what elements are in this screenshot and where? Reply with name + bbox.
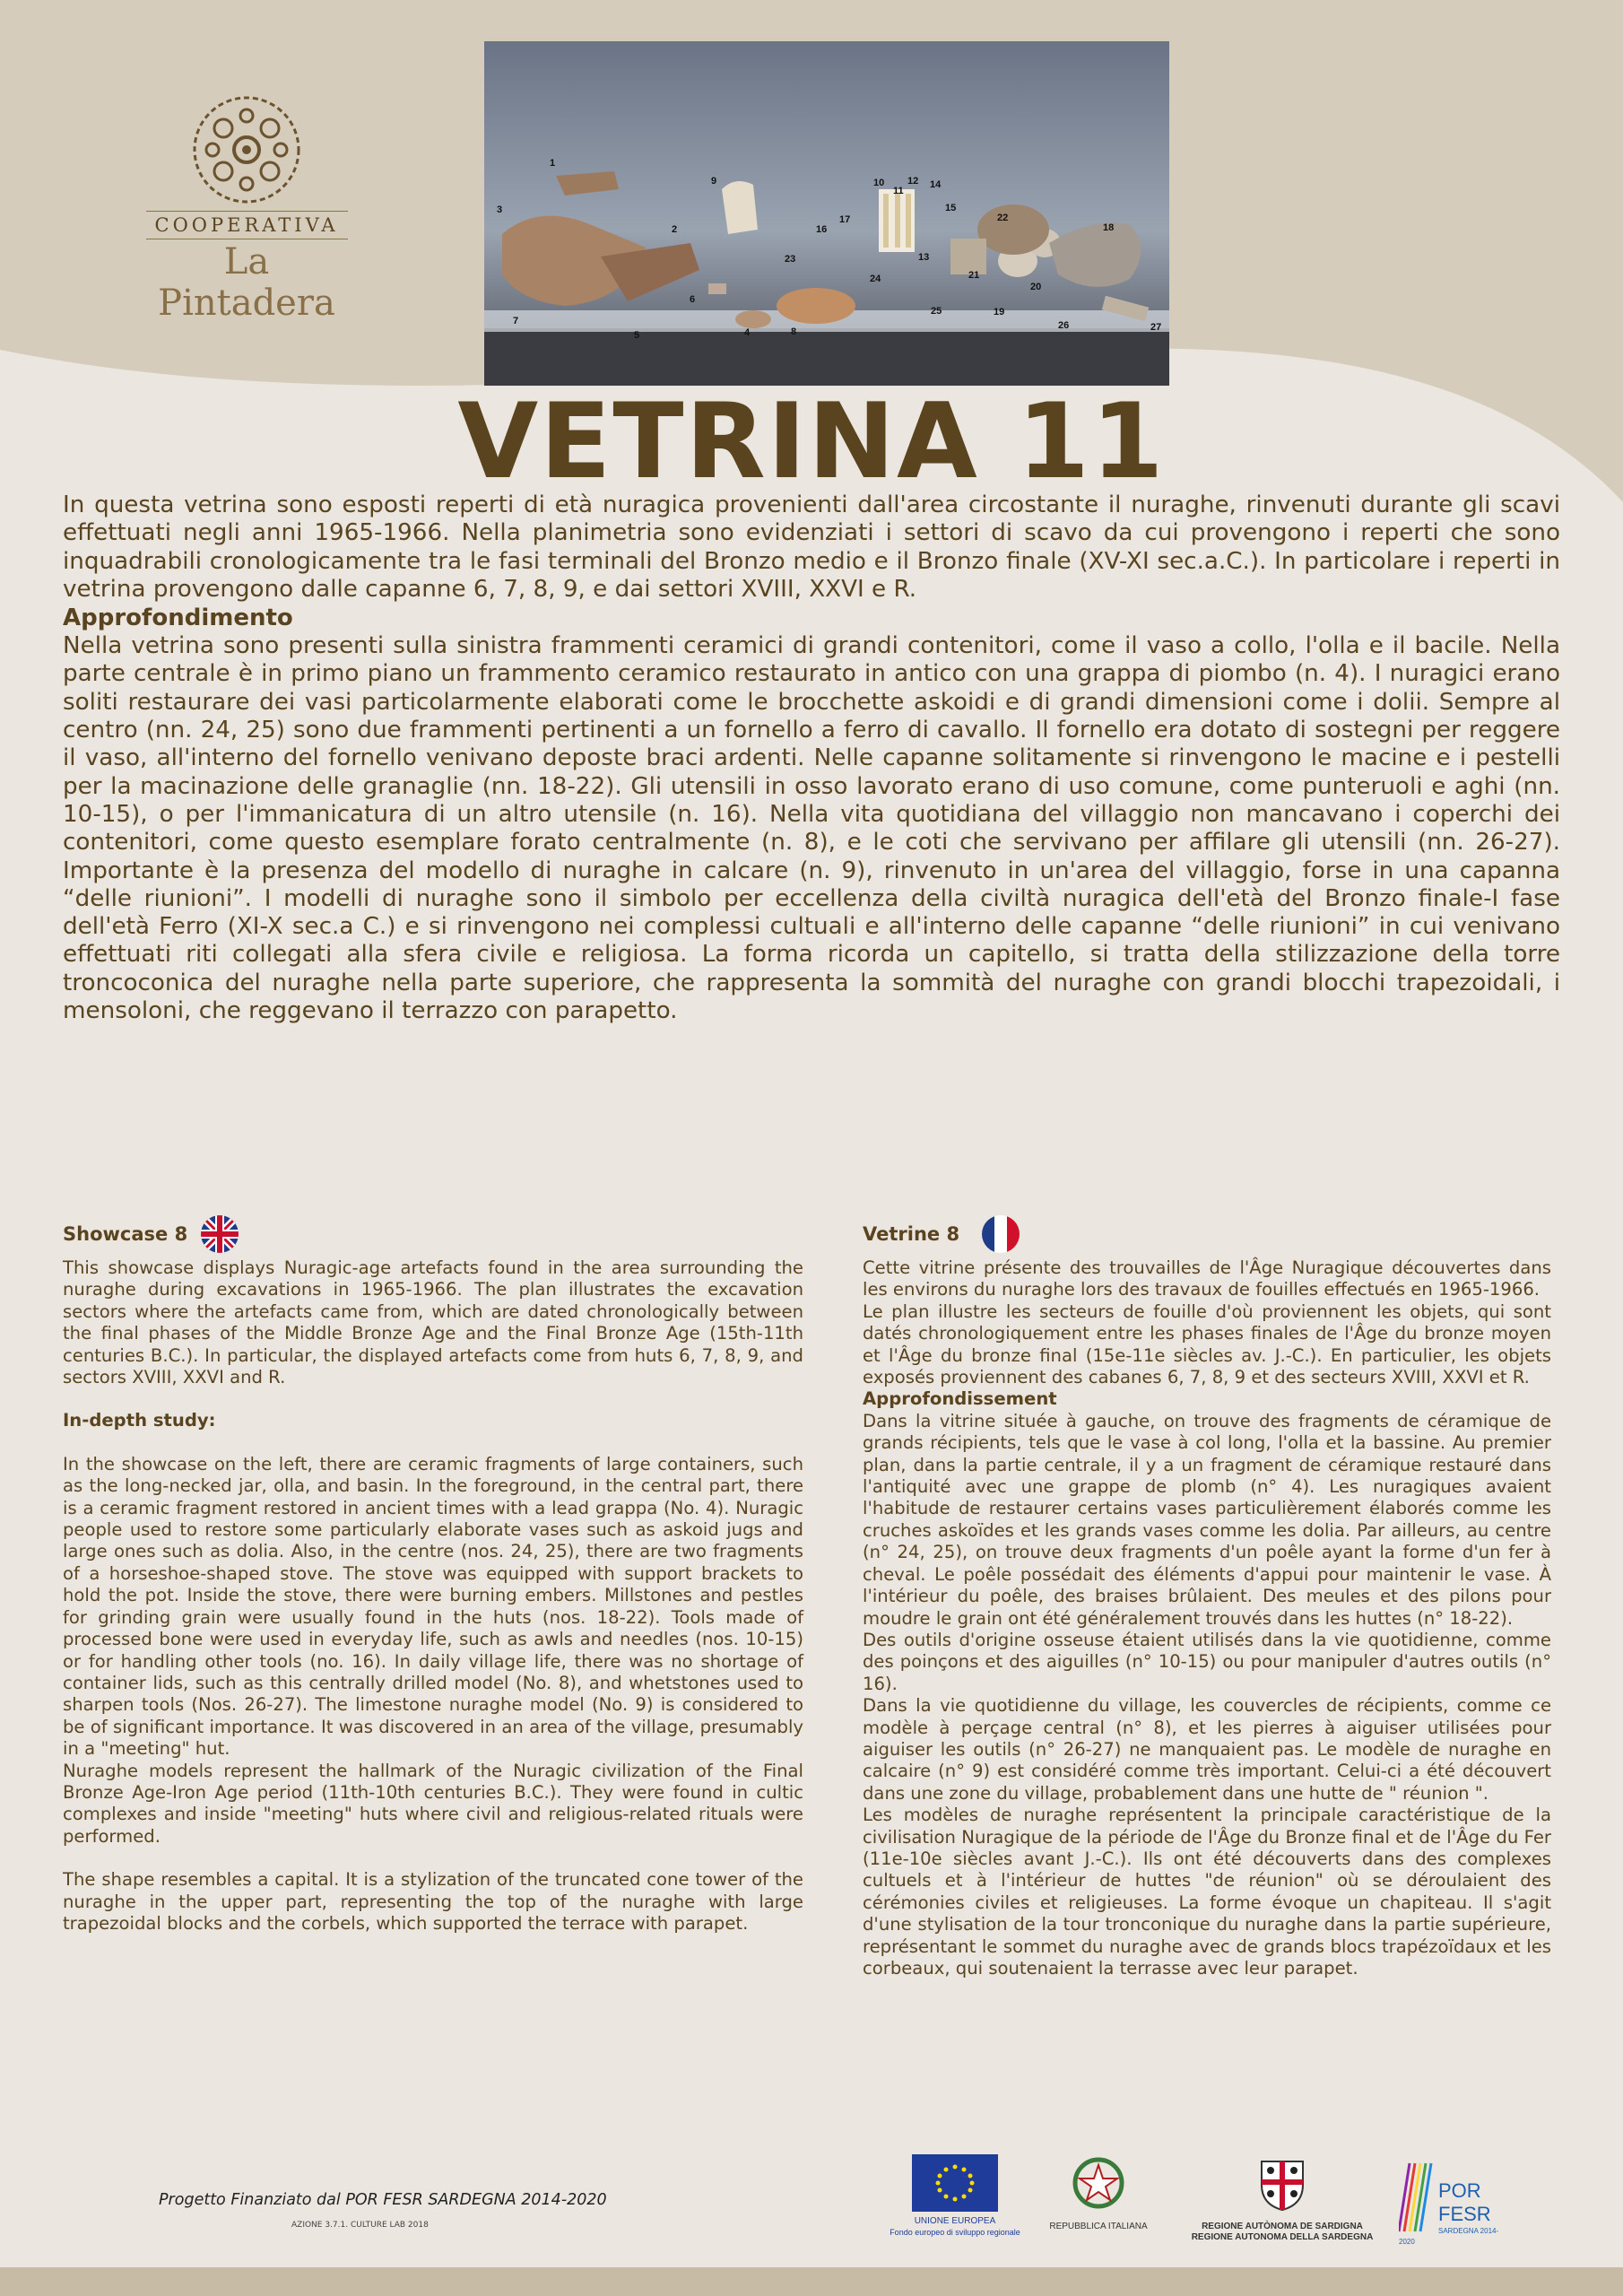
photo-label: 19 [994, 307, 1005, 317]
italian-text-block [63, 491, 1560, 1025]
french-p3: Dans la vitrine située à gauche, on trouve des fragments de céramique de grands récipients, tels que le vase à col long, l'olla et la bassine. Au premier plan, dans la partie centrale, il y a un fragment de céramique restauré dans l'antiquité avec une grappe de plomb (n° 4). Les nuragiques avaient l'habitude de restaurer certains vases particulièrement élaborés comme les cruches askoïdes et les grands vases comme les dolia. Par ailleurs, au centre (n° 24, 25), on trouve deux fragments d'un poêle ayant la forme d'un fer à cheval. Le poêle possédait des éléments d'appui pour maintenir le vase. À l'intérieur du poêle, des braises brûlaient. Des meules et des pilons pour moudre le grain ont été généralement trouvés dans les huttes (n° 18-22). [863, 1410, 1551, 1629]
english-body-3: The shape resembles a capital. It is a stylization of the truncated cone tower of the nuraghe in the upper part, representing the top of the nuraghe with large trapezoidal blocks and the corbels, which supported the terrace with parapet. [63, 1869, 803, 1934]
photo-label: 26 [1058, 320, 1070, 331]
italy-logo [1040, 2154, 1157, 2232]
photo-label: 1 [550, 158, 556, 169]
uk-flag-icon [200, 1214, 239, 1254]
sardinia-logo [1184, 2154, 1381, 2243]
photo-label: 16 [816, 224, 828, 235]
sardinia-logo-line2: REGIONE AUTONOMA DELLA SARDEGNA [1191, 2232, 1374, 2242]
logo-cooperativa-text: COOPERATIVA [146, 211, 348, 239]
photo-label: 13 [918, 252, 930, 263]
photo-label: 21 [968, 270, 980, 281]
english-body-2: Nuraghe models represent the hallmark of the Nuragic civilization of the Final Bronze Age-Iron Age period (11th-10th centuries B.C.). They were found in cultic complexes and inside "meeting" huts where civil and religious-related rituals were performed. [63, 1760, 803, 1847]
showcase-photo-drawing [484, 41, 1169, 386]
photo-label: 2 [672, 224, 678, 235]
photo-label: 12 [907, 176, 919, 187]
photo-label: 3 [497, 204, 503, 215]
french-heading: Vetrine 8 [863, 1222, 960, 1245]
italian-body: Nella vetrina sono presenti sulla sinistra frammenti ceramici di grandi contenitori, come il vaso a collo, l'olla e il bacile. Nella parte centrale è in primo piano un frammento ceramico restaurato in antico con una grappa di piombo (n. 4). I nuragici erano soliti restaurare dei vasi particolarmente elaborati come le brocchette askoidi e di grandi dimensioni come i dolii. Sempre al centro (nn. 24, 25) sono due frammenti pertinenti a un fornello a ferro di cavallo. Il fornello era dotato di sostegni per reggere il vaso, all'interno del fornello venivano deposte braci ardenti. Nelle capanne solitamente si rinvengono le macine e i pestelli per la macinazione delle granaglie (nn. 18-22). Gli utensili in osso lavorato erano di uso comune, come punteruoli e aghi (nn. 10-15), o per l'immanicatura di un altro utensile (n. 16). Nella vita quotidiana del villaggio non mancavano i coperchi dei contenitori, come questo esemplare forato centralmente (n. 8), e le coti che servivano per affilare gli utensili (nn. 26-27). Importante è la presenza del modello di nuraghe in calcare (n. 9), rinvenuto in un'area del villaggio, forse in una capanna “delle riunioni”. I modelli di nuraghe sono il simbolo per eccellenza della civiltà nuragica dell'età del Bronzo finale-I fase dell'età Ferro (XI-X sec.a C.) e si rinvengono nei complessi cultuali e all'interno delle capanne “delle riunioni” in cui venivano effettuati riti collegati alla sfera civile e religiosa. La forma ricorda un capitello, si tratta della stilizzazione della torre troncoconica del nuraghe nella parte superiore, che rappresenta la sommità del nuraghe con grandi blocchi trapezoidali, i mensoloni, che reggevano il terrazzo con parapetto. [63, 632, 1560, 1025]
english-intro: This showcase displays Nuragic-age artefacts found in the area surrounding the nuraghe during excavations in 1965-1966. The plan illustrates the excavation sectors where the artefacts came from, which are dated chronologically between the final phases of the Middle Bronze Age and the Final Bronze Age (15th-11th centuries B.C.). In particular, the displayed artefacts come from huts 6, 7, 8, 9, and sectors XVIII, XXVI and R. [63, 1257, 803, 1388]
italian-emblem-icon [1070, 2154, 1127, 2212]
french-p5: Dans la vie quotidienne du village, les couvercles de récipients, comme ce modèle à perçage central (n° 8), et les pierres à aiguiser utilisées pour aiguiser les outils (n° 26-27) ne manquaient pas. Le modèle de nuraghe en calcaire (n° 9) est considéré comme très important. Celui-ci a été découvert dans une zone du village, probablement dans une hutte de " réunion ". [863, 1695, 1551, 1804]
cooperativa-logo [135, 94, 359, 324]
french-header [863, 1211, 1551, 1257]
italian-intro: In questa vetrina sono esposti reperti di età nuragica provenienti dall'area circostante il nuraghe, rinvenuti durante gli scavi effettuati negli anni 1965-1966. Nella planimetria sono evidenziati i settori di scavo da cui provengono i reperti che sono inquadrabili cronologicamente tra le fasi terminali del Bronzo medio e il Bronzo finale (XV-XI sec.a.C.). In particolare i reperti in vetrina provengono dalle capanne 6, 7, 8, 9, e dai settori XVIII, XXVI e R. [63, 491, 1560, 603]
photo-label: 18 [1103, 222, 1115, 233]
english-column [63, 1211, 803, 1935]
france-flag-icon [981, 1214, 1020, 1254]
photo-label: 7 [513, 316, 519, 326]
french-subheading: Approfondissement [863, 1388, 1057, 1410]
italy-logo-caption: REPUBBLICA ITALIANA [1049, 2222, 1148, 2231]
french-column [863, 1211, 1551, 1979]
photo-label: 5 [634, 330, 640, 341]
english-body-1: In the showcase on the left, there are ceramic fragments of large containers, such as the long-necked jar, olla, and basin. In the foreground, in the central part, there is a ceramic fragment restored in ancient times with a lead grappa (No. 4). Nuragic people used to restore some particularly elaborate vases such as askoid jugs and large ones such as dolia. Also, in the centre (nos. 24, 25), there are two fragments of a horseshoe-shaped stove. The stove was equipped with support brackets to hold the pot. Inside the stove, there were burning embers. Millstones and pestles for grinding grain were usually found in the huts (nos. 18-22). Tools made of processed bone were used in everyday life, such as awls and needles (nos. 10-15) or for handling other tools (no. 16). In daily village life, there was no shortage of container lids, such as this centrally drilled model (No. 8), and whetstones used to sharpen tools (Nos. 26-27). The limestone nuraghe model (No. 9) is considered to be of significant importance. It was discovered in an area of the village, presumably in a "meeting" hut. [63, 1453, 803, 1760]
english-header [63, 1211, 803, 1257]
photo-label: 20 [1030, 282, 1042, 292]
logo-name-text: La Pintadera [158, 241, 335, 324]
french-p6: Les modèles de nuraghe représentent la principale caractéristique de la civilisation Nuragique de la période de l'Âge du Bronze final et de l'Âge du Fer (11e-10e siècles avant J.-C.). Ils ont été découverts dans des complexes cultuels et à l'intérieur de huttes "de réunion" où se déroulaient des cérémonies civiles et religieuses. La forme évoque un chapiteau. Il s'agit d'une stylisation de la tour tronconique du nuraghe dans la partie supérieure, représentant le sommet du nuraghe avec de grands blocs trapézoïdaux et les corbeaux, qui soutenaient la terrasse avec leur parapet. [863, 1805, 1551, 1979]
sardinia-logo-line1: REGIONE AUTÒNOMA DE SARDIGNA [1202, 2222, 1363, 2231]
french-p2: Le plan illustre les secteurs de fouille d'où proviennent les objets, qui sont datés chronologiquement entre les phases finales de l'Âge du bronze moyen et l'Âge du bronze final (15e-11e siècles av. J.-C.). En particulier, les objets exposés proviennent des cabanes 6, 7, 8, 9 et des secteurs XVIII, XXVI et R. [863, 1300, 1551, 1388]
photo-label: 4 [744, 327, 751, 338]
showcase-photo [484, 41, 1169, 386]
photo-label: 8 [791, 326, 797, 337]
footer-action: AZIONE 3.7.1. CULTURE LAB 2018 [291, 2221, 429, 2230]
eu-logo [888, 2154, 1022, 2238]
pintadera-icon [191, 94, 302, 205]
french-p1: Cette vitrine présente des trouvailles de l'Âge Nuragique découvertes dans les environs du nuraghe lors des travaux de fouilles effectués en 1965-1966. [863, 1257, 1551, 1300]
photo-label: 10 [873, 178, 885, 188]
photo-label: 25 [931, 306, 942, 317]
por-fesr-subtitle: SARDEGNA 2014-2020 [1399, 2227, 1499, 2246]
photo-label: 23 [785, 254, 796, 265]
por-fesr-title: POR FESR [1438, 2179, 1491, 2225]
english-heading: Showcase 8 [63, 1222, 188, 1245]
por-fesr-logo [1399, 2154, 1506, 2248]
photo-label: 11 [893, 186, 904, 196]
por-fesr-logo-icon [1399, 2154, 1435, 2235]
eu-logo-line1: UNIONE EUROPEA [914, 2216, 996, 2226]
eu-flag-icon [912, 2154, 998, 2212]
sardinia-emblem-icon [1256, 2154, 1308, 2212]
photo-label: 24 [870, 274, 881, 284]
photo-label: 14 [930, 179, 942, 190]
english-subheading: In-depth study: [63, 1410, 216, 1431]
footer-project: Progetto Finanziato dal POR FESR SARDEGNA 2014-2020 [159, 2191, 607, 2209]
photo-label: 27 [1150, 322, 1162, 333]
bottom-band [0, 2267, 1623, 2296]
photo-label: 6 [690, 294, 696, 305]
french-p4: Des outils d'origine osseuse étaient utilisés dans la vie quotidienne, comme des poinçons et des aiguilles (n° 10-15) ou pour manipuler d'autres outils (n° 16). [863, 1629, 1551, 1694]
page-title: VETRINA 11 [457, 381, 1166, 502]
photo-label: 17 [839, 214, 851, 225]
photo-label: 22 [997, 213, 1009, 223]
photo-label: 9 [711, 176, 717, 187]
eu-logo-line2: Fondo europeo di sviluppo regionale [890, 2228, 1020, 2237]
italian-heading: Approfondimento [63, 604, 293, 632]
photo-label: 15 [945, 203, 957, 213]
